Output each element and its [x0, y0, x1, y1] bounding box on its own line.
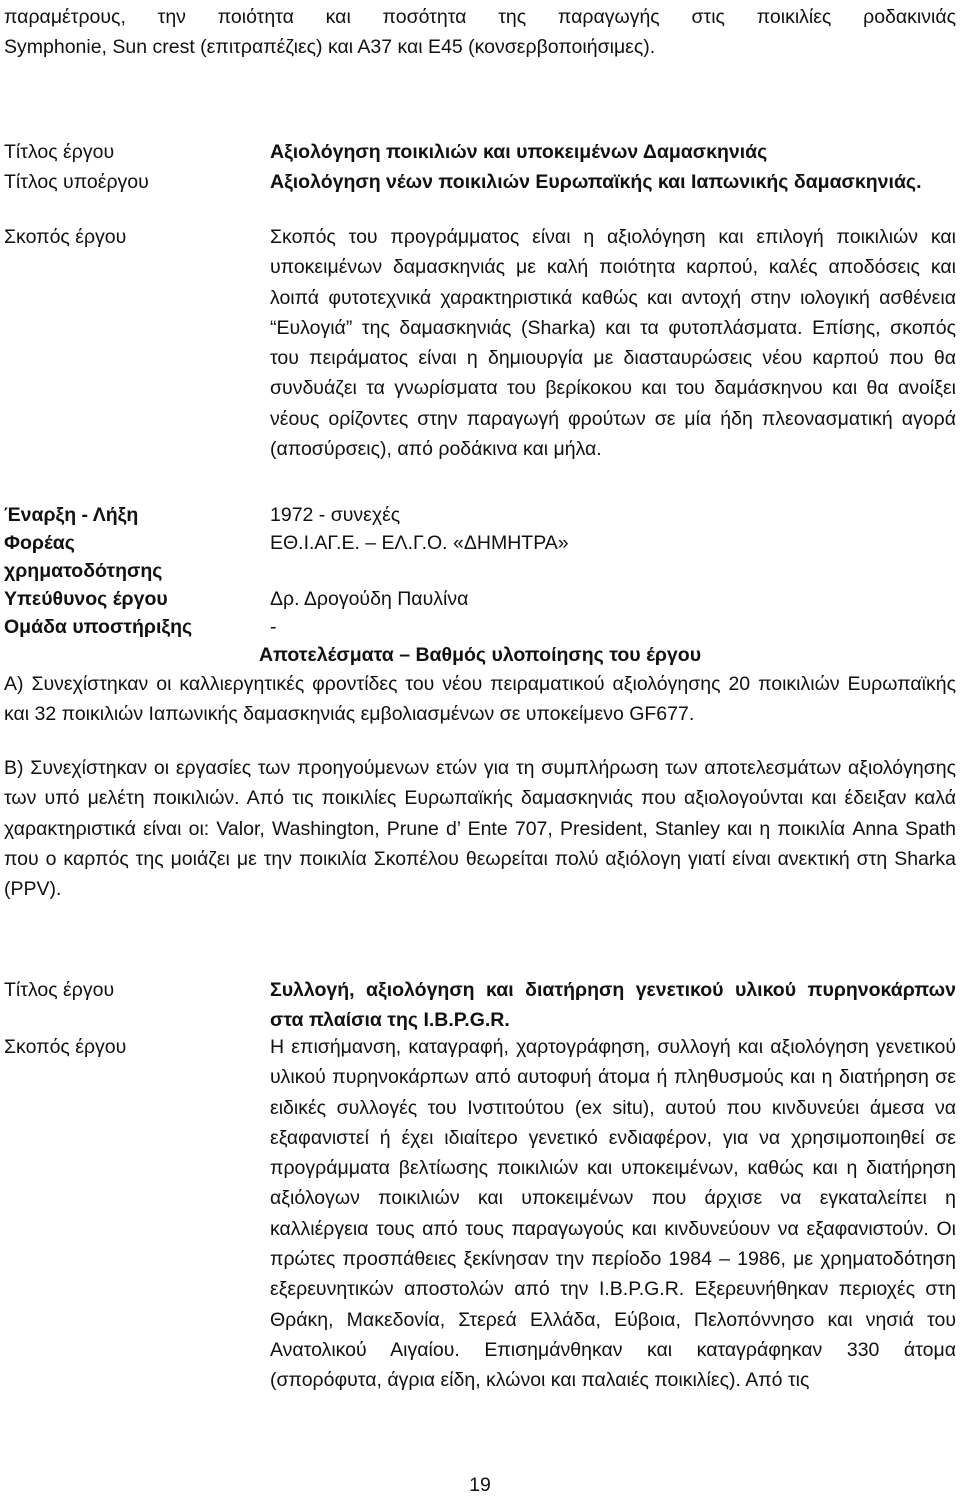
project2-title: Συλλογή, αξιολόγηση και διατήρηση γενετικού υλικού πυρηνοκάρπων στα πλαίσια της Ι.Β.P.G.R. [270, 979, 956, 1032]
intro-line-2: Symphonie, Sun crest (επιτραπέζιες) και Α37 και Ε45 (κονσερβοποιήσιμες). [4, 36, 656, 59]
project1-subtitle-label: Τίτλος υποέργου [4, 171, 149, 193]
result-a: Α) Συνεχίστηκαν οι καλλιεργητικές φροντίδες του νέου πειραματικού αξιολόγησης 20 ποικιλιών Ευρωπαϊκής και 32 ποικιλιών Ιαπωνικής δαμασκηνιάς εμβολιασμένων σε υποκείμενο GF677. [4, 673, 956, 726]
project2-title-label: Τίτλος έργου [4, 979, 115, 1001]
project1-start: 1972 - συνεχές [270, 504, 401, 526]
project1-team: - [270, 616, 277, 638]
project2-aim-label: Σκοπός έργου [4, 1036, 127, 1058]
intro-line-1: παραμέτρους, την ποιότητα και ποσότητα της παραγωγής στις ποικιλίες ροδακινιάς [4, 6, 956, 28]
project1-team-label: Ομάδα υποστήριξης [4, 616, 193, 638]
project1-lead: Δρ. Δρογούδη Παυλίνα [270, 588, 469, 610]
project1-subtitle: Αξιολόγηση νέων ποικιλιών Ευρωπαϊκής και Ιαπωνικής δαμασκηνιάς. [270, 171, 922, 193]
project1-funding: ΕΘ.Ι.ΑΓ.Ε. – ΕΛ.Γ.Ο. «ΔΗΜΗΤΡΑ» [270, 532, 569, 554]
project1-title-label: Τίτλος έργου [4, 141, 115, 163]
project1-lead-label: Υπεύθυνος έργου [4, 588, 168, 610]
project2-aim: Η επισήμανση, καταγραφή, χαρτογράφηση, συλλογή και αξιολόγηση γενετικού υλικού πυρηνοκάρπων από αυτοφυή άτομα ή πληθυσμούς και η διατήρηση σε ειδικές συλλογές του Ινστιτούτου (ex situ), αυτού που κινδυνεύει άμεσα να εξαφανιστεί ή έχει ιδιαίτερο γενετικό ενδιαφέρον, για να χρησιμοποιηθεί σε προγράμματα βελτίωσης ποικιλιών και υποκειμένων, καθώς και η διατήρηση αξιόλογων ποικιλιών και υποκειμένων που άρχισε να εγκαταλείπει η καλλιέργεια τους από τους παραγωγούς και κινδυνεύουν να εξαφανιστούν. Οι πρώτες προσπάθειες ξεκίνησαν την περίοδο 1984 – 1986, με χρηματοδότηση εξερευνητικών αποστολών από την I.B.P.G.R. Εξερευνήθηκαν περιοχές στη Θράκη, Μακεδονία, Στερεά Ελλάδα, Εύβοια, Πελοπόννησο και νησιά του Ανατολικού Αιγαίου. Επισημάνθηκαν και καταγράφηκαν 330 άτομα (σπορόφυτα, άγρια είδη, κλώνοι και παλαιές ποικιλίες). Από τις [270, 1036, 956, 1392]
project1-start-label: Έναρξη - Λήξη [4, 504, 139, 526]
project1-funding-label-1: Φορέας [4, 532, 75, 554]
project1-aim-label: Σκοπός έργου [4, 226, 127, 248]
intro-paragraph [4, 2, 956, 63]
results-heading: Αποτελέσματα – Βαθμός υλοποίησης του έργου [258, 644, 702, 666]
result-b: Β) Συνεχίστηκαν οι εργασίες των προηγούμενων ετών για τη συμπλήρωση των αποτελεσμάτων αξιολόγησης των υπό μελέτη ποικιλιών. Από τις ποικιλίες Ευρωπαϊκής δαμασκηνιάς που αξιολογούνται και έδειξαν καλά χαρακτηριστικά είναι οι: Valor, Washington, Prune d’ Ente 707, President, Stanley και η ποικιλία Anna Spath που ο καρπός της μοιάζει με την ποικιλία Σκοπέλου θεωρείται πολύ αξιόλογη γιατί είναι ανεκτική στη Sharka (PPV). [4, 757, 956, 901]
project1-aim: Σκοπός του προγράμματος είναι η αξιολόγηση και επιλογή ποικιλιών και υποκειμένων δαμασκηνιάς με καλή ποιότητα καρπού, καλές αποδόσεις και λοιπά φυτοτεχνικά χαρακτηριστικά καθώς και αντοχή στην ιολογική ασθένεια “Ευλογιά” της δαμασκηνιάς (Sharka) και τα φυτοπλάσματα. Επίσης, σκοπός του πειράματος είναι η δημιουργία με διασταυρώσεις νέου καρπού που θα συνδυάζει τα γνωρίσματα του βερίκοκου και του δαμάσκηνου και θα ανοίξει νέους ορίζοντες στην παραγωγή φρούτων σε μία ήδη πλεονασματική αγορά (αποσύρσεις), από ροδάκινα και μήλα. [270, 226, 956, 461]
page-number: 19 [469, 1474, 491, 1496]
project1-funding-label-2: χρηματοδότησης [4, 560, 163, 582]
project1-title: Αξιολόγηση ποικιλιών και υποκειμένων Δαμασκηνιάς [270, 141, 768, 163]
